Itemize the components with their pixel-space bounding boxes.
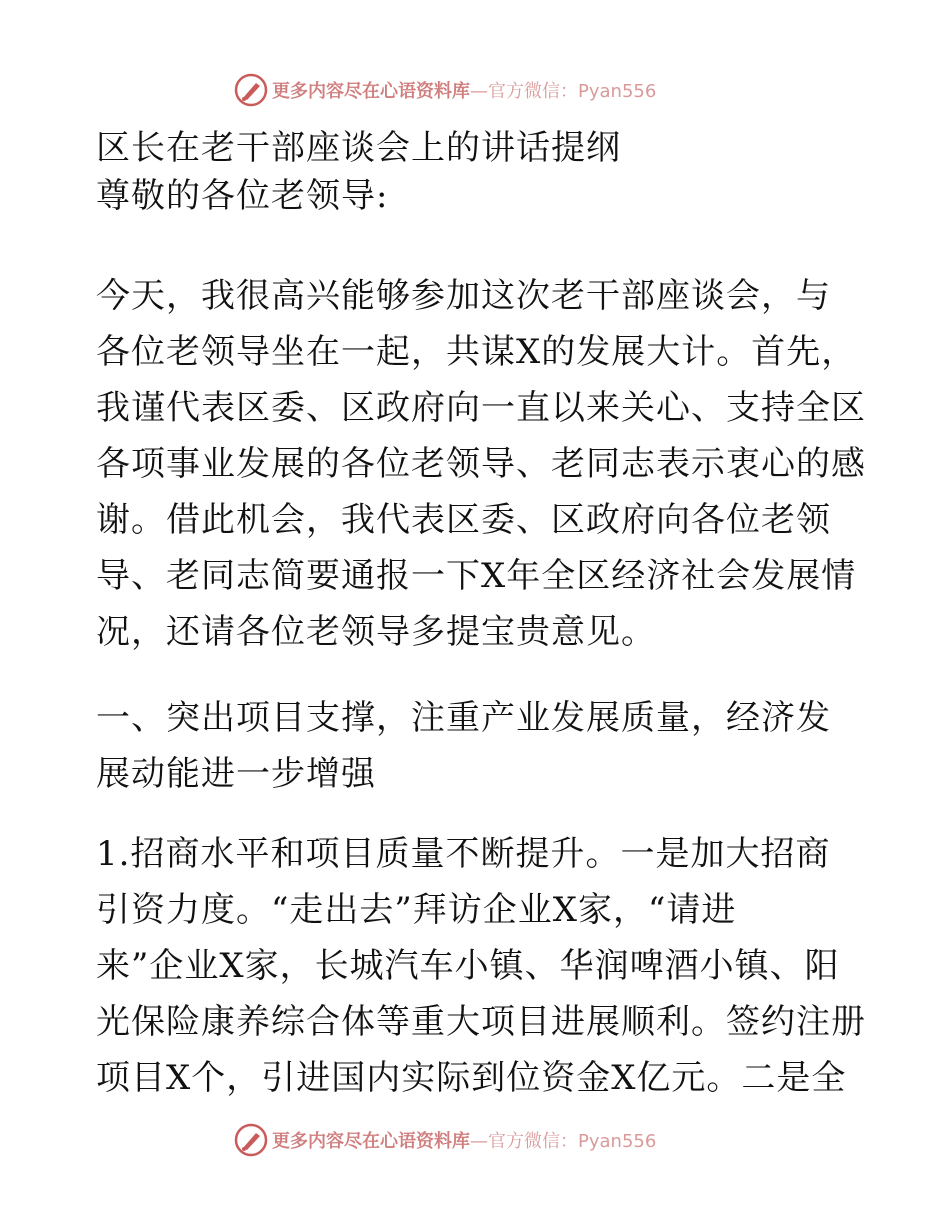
section-heading: 展动能进一步增强	[96, 754, 376, 794]
document-title: 区长在老干部座谈会上的讲话提纲	[96, 128, 621, 168]
pen-logo-icon	[234, 1123, 268, 1157]
text-line: 各项事业发展的各位老领导、老同志表示衷心的感	[96, 444, 866, 484]
text-line: 今天，我很高兴能够参加这次老干部座谈会，与	[96, 276, 831, 316]
text-line: 导、老同志简要通报一下X年全区经济社会发展情	[96, 556, 857, 596]
text-line: 项目X个，引进国内实际到位资金X亿元。二是全	[96, 1058, 847, 1098]
pen-logo-icon	[234, 73, 268, 107]
watermark-lead: 更多内容尽在心语资料库	[272, 81, 470, 102]
text-line: 光保险康养综合体等重大项目进展顺利。签约注册	[96, 1002, 866, 1042]
footer-watermark	[234, 1122, 656, 1158]
text-line: 谢。借此机会，我代表区委、区政府向各位老领	[96, 500, 831, 540]
watermark-rest: —官方微信：Pyan556	[470, 81, 657, 102]
salutation: 尊敬的各位老领导:	[96, 176, 389, 216]
text-line: 各位老领导坐在一起，共谋X的发展大计。首先，	[96, 332, 857, 372]
text-line: 来”企业X家，长城汽车小镇、华润啤酒小镇、阳	[96, 946, 840, 986]
watermark-rest: —官方微信：Pyan556	[470, 1131, 657, 1152]
section-heading: 一、突出项目支撑，注重产业发展质量，经济发	[96, 698, 831, 738]
text-line: 引资力度。“走出去”拜访企业X家，“请进	[96, 890, 737, 930]
text-line: 我谨代表区委、区政府向一直以来关心、支持全区	[96, 388, 866, 428]
text-line: 况，还请各位老领导多提宝贵意见。	[96, 612, 656, 652]
header-watermark	[234, 72, 656, 108]
text-line: 1.招商水平和项目质量不断提升。一是加大招商	[96, 834, 831, 874]
watermark-lead: 更多内容尽在心语资料库	[272, 1131, 470, 1152]
